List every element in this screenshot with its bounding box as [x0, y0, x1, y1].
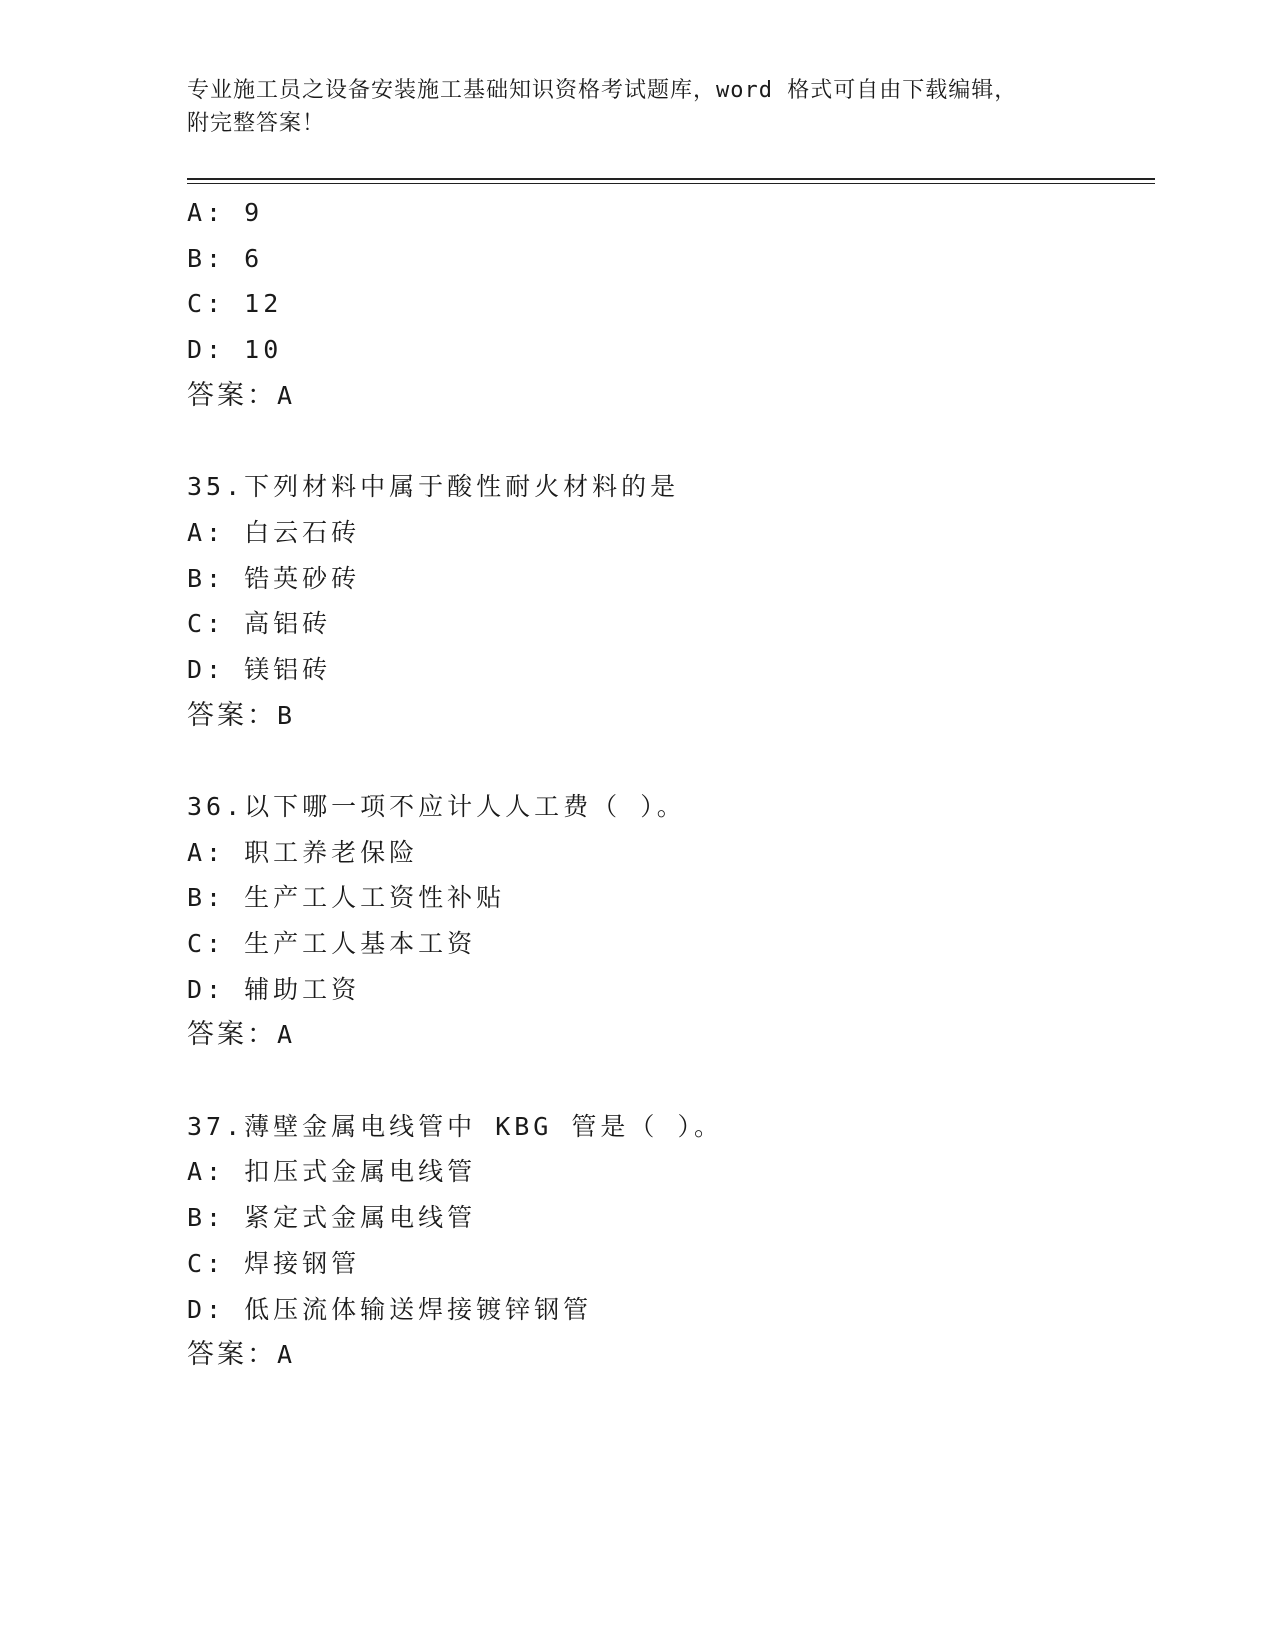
- option-a: A: 白云石砖: [187, 517, 361, 547]
- answer-line: [187, 1332, 1147, 1378]
- header-divider-thin: [187, 183, 1155, 184]
- answer-label: 答案：: [187, 379, 277, 411]
- answer-value: A: [277, 1340, 296, 1370]
- question-text: 37.薄壁金属电线管中 KBG 管是（ ）。: [187, 1111, 723, 1141]
- question-37: [187, 1104, 1147, 1378]
- answer-value: A: [277, 1020, 296, 1050]
- option-d: D: 低压流体输送焊接镀锌钢管: [187, 1294, 593, 1324]
- answer-value: B: [277, 700, 296, 730]
- question-35: [187, 464, 1147, 738]
- answer-value: A: [277, 380, 296, 410]
- document-header: [187, 74, 1067, 140]
- option-d: D: 镁铝砖: [187, 654, 332, 684]
- header-title-line2: 附完整答案！: [187, 111, 326, 136]
- answer-label: 答案：: [187, 699, 277, 731]
- option-a: A: 扣压式金属电线管: [187, 1157, 477, 1187]
- option-b: B: 生产工人工资性补贴: [187, 883, 506, 913]
- option-b: B: 锆英砂砖: [187, 563, 361, 593]
- option-a: A: 职工养老保险: [187, 837, 419, 867]
- option-c: C: 12: [187, 289, 283, 319]
- answer-label: 答案：: [187, 1339, 277, 1371]
- answer-line: [187, 693, 1147, 739]
- question-text: 35.下列材料中属于酸性耐火材料的是: [187, 472, 680, 502]
- option-c: C: 焊接钢管: [187, 1248, 361, 1278]
- question-spacer: [187, 418, 1147, 464]
- option-d: D: 辅助工资: [187, 974, 361, 1004]
- answer-line: [187, 1012, 1147, 1058]
- question-spacer: [187, 738, 1147, 784]
- option-c: C: 高铝砖: [187, 609, 332, 639]
- option-d: D: 10: [187, 335, 283, 365]
- option-b: B: 6: [187, 243, 264, 273]
- question-text: 36.以下哪一项不应计人人工费（ ）。: [187, 791, 686, 821]
- question-list: [187, 190, 1147, 1378]
- option-c: C: 生产工人基本工资: [187, 929, 477, 958]
- header-title-line1: 专业施工员之设备安装施工基础知识资格考试题库，word 格式可自由下载编辑，: [187, 78, 1018, 103]
- header-divider-thick: [187, 178, 1155, 180]
- question-spacer: [187, 1058, 1147, 1104]
- answer-line: [187, 373, 1147, 419]
- answer-label: 答案：: [187, 1019, 277, 1051]
- question-34: [187, 190, 1147, 418]
- option-a: A: 9: [187, 198, 264, 227]
- question-36: [187, 784, 1147, 1058]
- option-b: B: 紧定式金属电线管: [187, 1203, 477, 1233]
